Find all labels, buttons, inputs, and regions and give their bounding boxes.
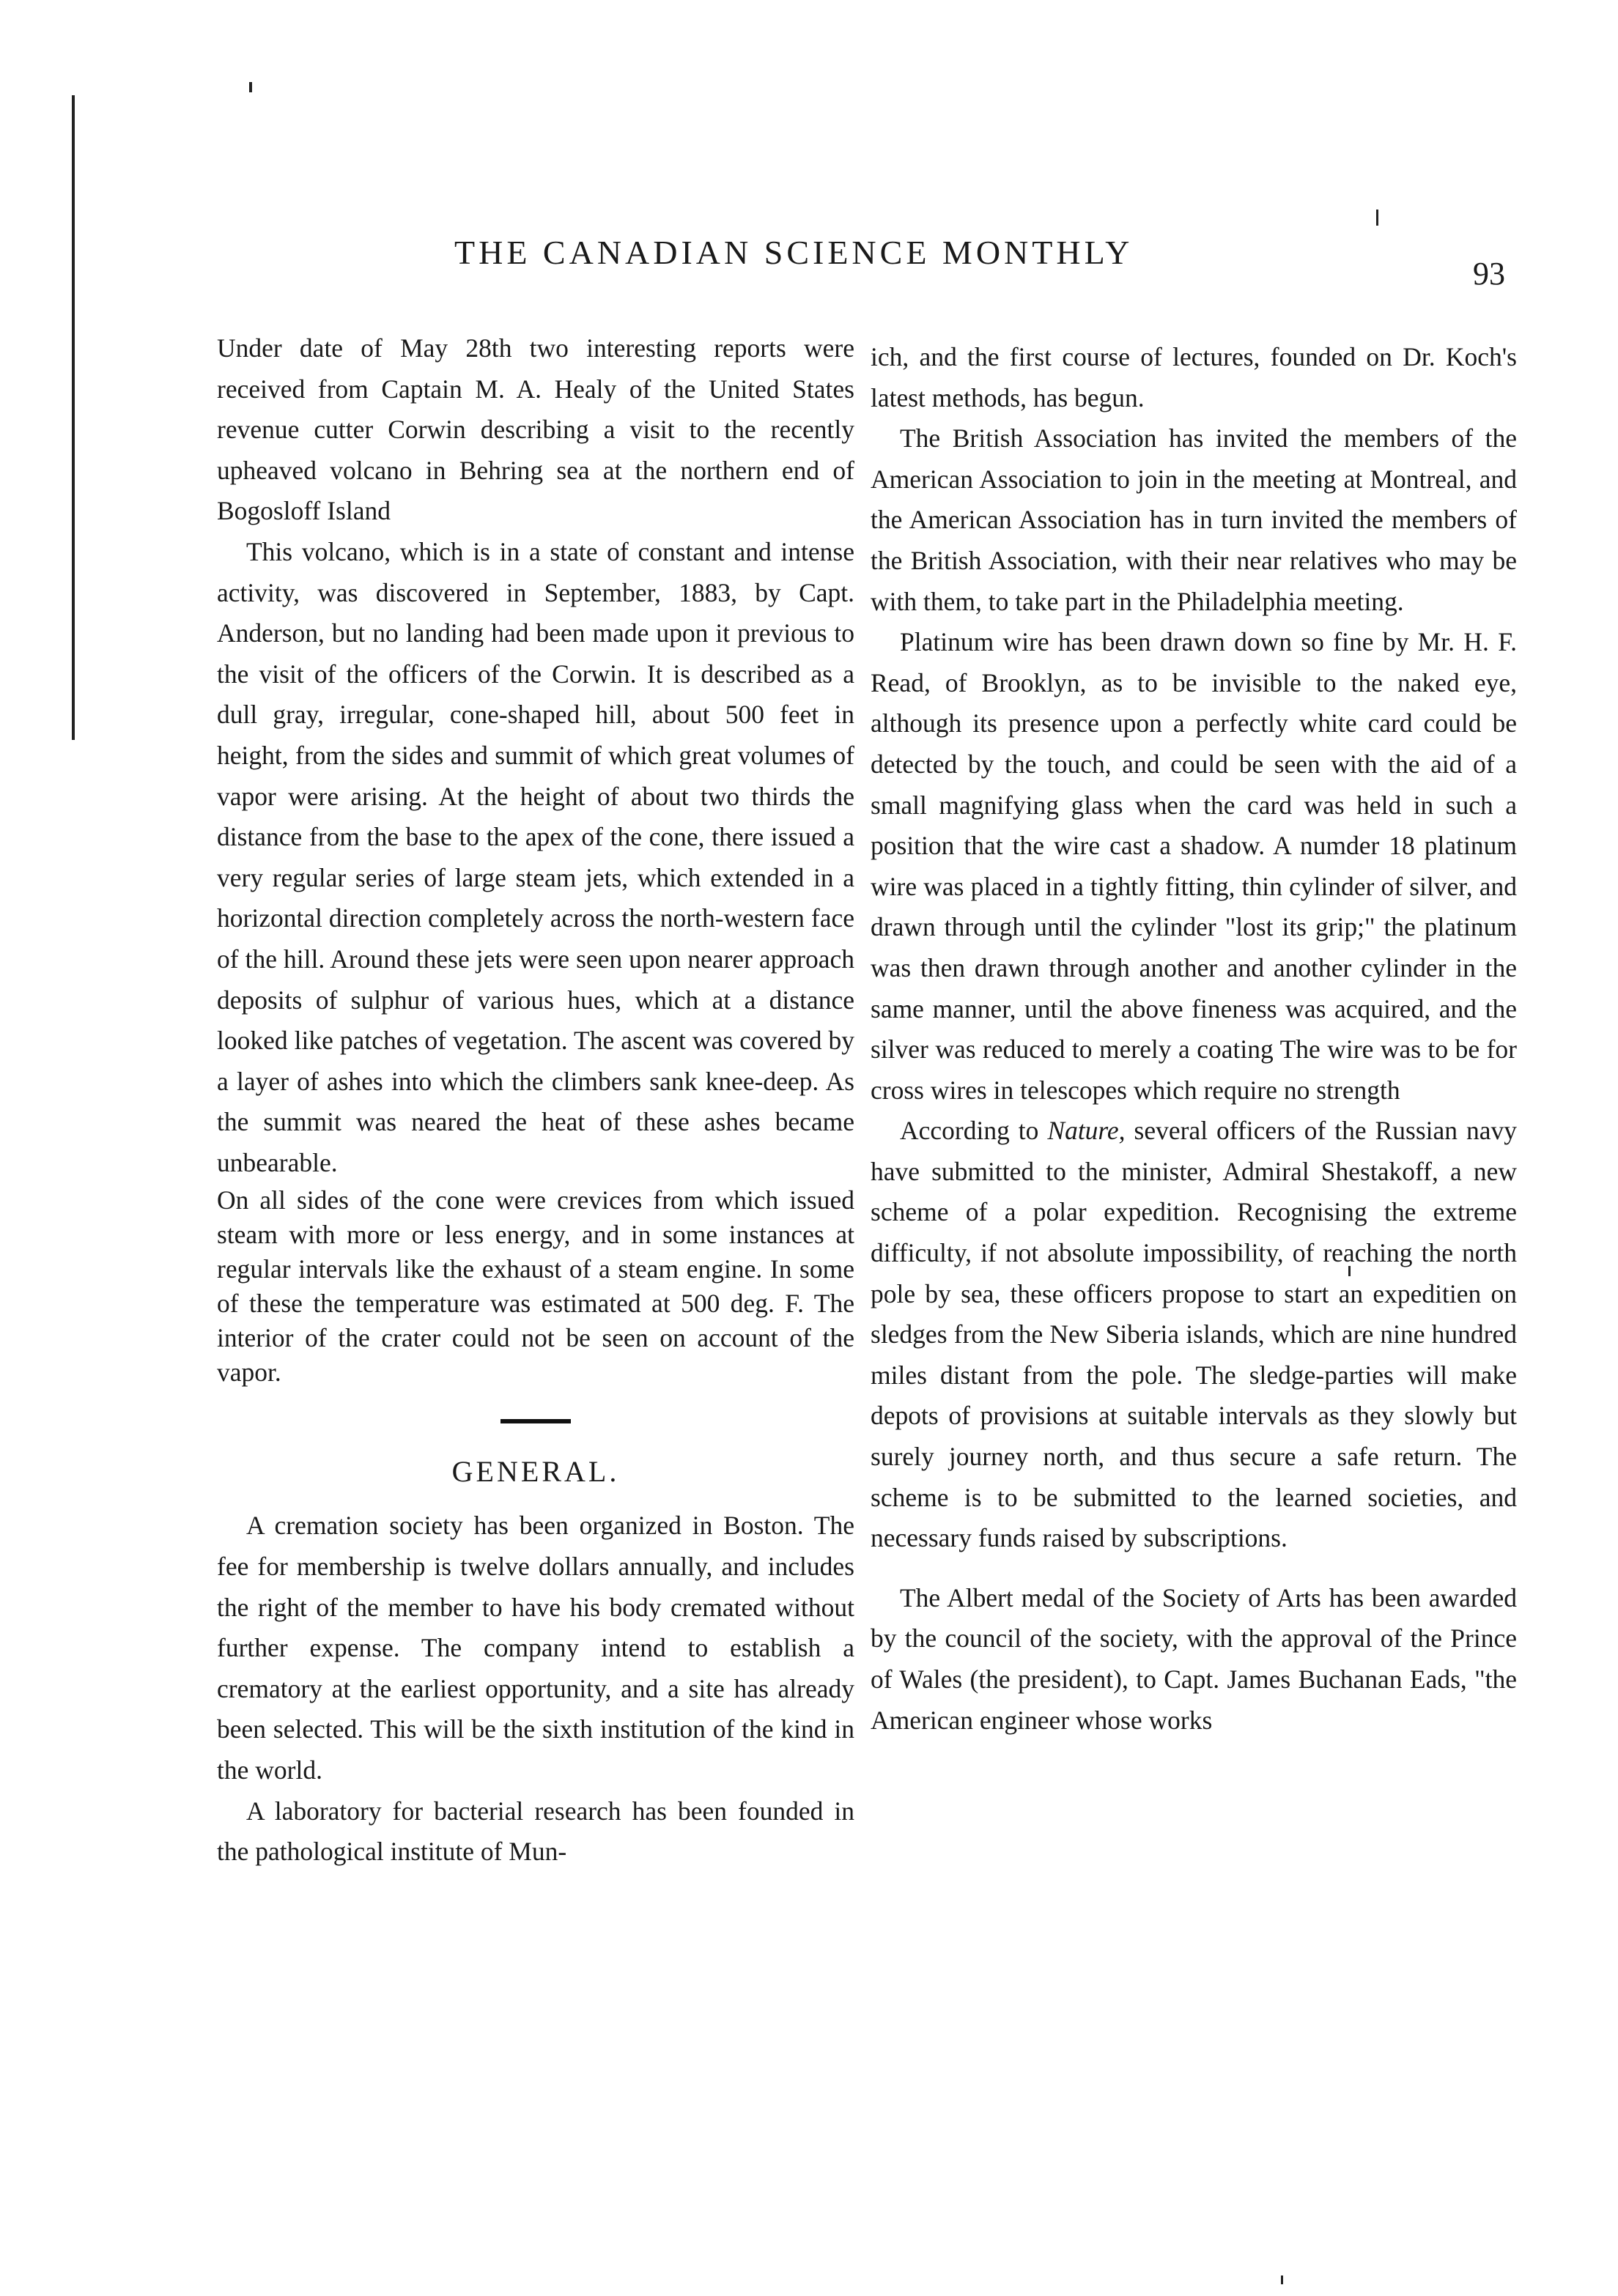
paragraph-cremation: A cremation society has been organized in Boston. The fee for membership is twelve dollars annually, and includes the right of the member to have his body cremated without further expense. The company intend to establish a crematory at the earliest opportunity, and a site has already been selected. This will be the sixth institution of the kind in the world. [217, 1511, 854, 1785]
scan-speck [1281, 2275, 1283, 2284]
right-column [871, 337, 1517, 1741]
polar-lead-text: According to [900, 1116, 1039, 1146]
paragraph-polar-expedition [871, 1111, 1517, 1559]
paragraph-volcano-crater: On all sides of the cone were crevices from which issued steam with more or less energy, and in some instances at regular intervals like the exhaust of a steam engine. In some of these the temperature was estimated at 500 deg. F. The interior of the crater could not be seen on account of the vapor. [217, 1185, 854, 1388]
paragraph-volcano-intro: Under date of May 28th two interesting reports were received from Captain M. A. Healy of the United States revenue cutter Corwin describing a visit to the recently upheaved volcano in Behring sea at the northern end of Bogosloff Island [217, 333, 854, 526]
paragraph-laboratory: A laboratory for bacterial research has been founded in the pathological institute of Mun- [217, 1796, 854, 1867]
polar-body-text: several officers of the Russian navy have submitted to the minister, Admiral Shestakoff, a new scheme of a polar expedition. Recognising the extreme difficulty, if not absolute impossibility, of reaching the north pole by sea, these officers propose to start an expeditien on sledges from the New Siberia islands, which are nine hundred miles distant from the pole. The sledge-parties will make depots of provisions at suitable intervals as they slowly but surely journey north, and thus secure a safe return. The scheme is to be submitted to the learned societies, and necessary funds raised by subscriptions. [871, 1116, 1518, 1553]
scan-speck [1376, 210, 1378, 226]
left-column [217, 328, 854, 1873]
paragraph-volcano-description: This volcano, which is in a state of constant and intense activity, was discovered in September, 1883, by Capt. Anderson, but no landing had been made upon it previous to the visit of the officers of the Corwin. It is described as a dull gray, irregular, cone-shaped hill, about 500 feet in height, from the sides and summit of which great volumes of vapor were arising. At the height of about two thirds the distance from the base to the apex of the cone, there issued a very regular series of large steam jets, which extended in a horizontal direction completely across the north-western face of the hill. Around these jets were seen upon nearer approach deposits of sulphur of various hues, which at a distance looked like patches of vegetation. The ascent was covered by a layer of ashes into which the climbers sank knee-deep. As the summit was neared the heat of these ashes became unbearable. [217, 536, 854, 1177]
page-number: 93 [1473, 256, 1505, 292]
paragraph-platinum-wire: Platinum wire has been drawn down so fine by Mr. H. F. Read, of Brooklyn, as to be invisible to the naked eye, although its presence upon a perfectly white card could be detected by the touch, and could be seen with the aid of a small magnifying glass when the card was held in such a position that the wire cast a shadow. A numder 18 platinum wire was placed in a tightly fitting, thin cylinder of silver, and drawn through until the cylinder "lost its grip;" the platinum was then drawn through another and another cylinder in the same manner, until the above fineness was acquired, and the silver was reduced to merely a coating The wire was to be for cross wires in telescopes which require no strength [871, 627, 1517, 1105]
scan-edge-line [72, 95, 75, 740]
paragraph-laboratory-continued: ich, and the first course of lectures, founded on Dr. Koch's latest methods, has begun. [871, 342, 1517, 412]
paragraph-british-association: The British Association has invited the members of the American Association to join in the meeting at Montreal, and the American Association has in turn invited the members of the British Association, with their near relatives who may be with them, to take part in the Philadelphia meeting. [871, 423, 1517, 616]
paragraph-albert-medal: The Albert medal of the Society of Arts has been awarded by the council of the society, with the approval of the Prince of Wales (the president), to Capt. James Buchanan Eads, "the American engineer whose works [871, 1582, 1517, 1735]
paragraph-gap [871, 1559, 1517, 1578]
journal-title-nature: Nature, [1047, 1116, 1126, 1146]
running-head: THE CANADIAN SCIENCE MONTHLY [454, 234, 1134, 271]
section-divider [500, 1419, 571, 1423]
section-heading-general: GENERAL. [451, 1455, 620, 1489]
scan-speck [249, 82, 252, 92]
